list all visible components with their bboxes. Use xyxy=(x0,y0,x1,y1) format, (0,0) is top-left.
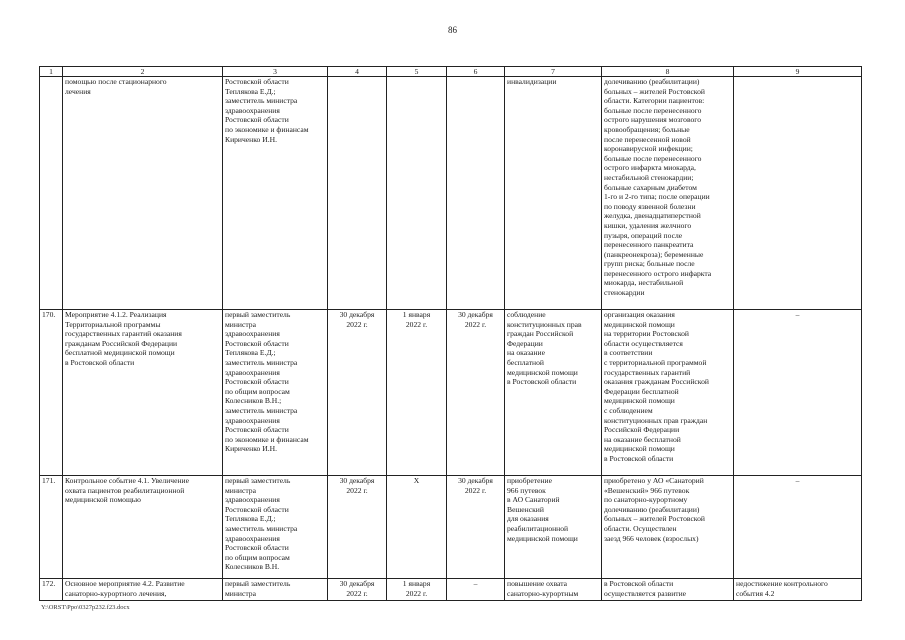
responsible-cell: первый заместитель министра xyxy=(223,579,328,601)
actual-start-cell: 1 января 2022 г. xyxy=(387,579,447,601)
column-number: 2 xyxy=(63,67,223,77)
document-table xyxy=(39,66,862,601)
column-number: 8 xyxy=(602,67,734,77)
table-row xyxy=(40,77,862,310)
actual-end-cell xyxy=(447,77,505,310)
problems-cell xyxy=(734,77,862,310)
planned-date-cell: 30 декабря 2022 г. xyxy=(328,579,387,601)
planned-result-cell: инвалидизации xyxy=(505,77,602,310)
actual-result-cell: долечиванию (реабилитации) больных – жителей Ростовской области. Категории пациентов: больные после перенесенного острого нарушения мозгового кровообращения; больные после перенесенной новой коронавирусной инфекции; больные после перенесенного острого инфаркта миокарда, нестабильной стенокардии; больные сахарным диабетом 1-го и 2-го типа; после операции по поводу язвенной болезни желудка, двенадцатиперстной кишки, удаления желчного пузыря, операций после перенесенного панкреатита (панкреонекроза); беременные групп риска; больные после перенесенного острого инфаркта миокарда, нестабильной стенокардии xyxy=(602,77,734,310)
event-name-cell: помощью после стационарного лечения xyxy=(63,77,223,310)
column-number: 3 xyxy=(223,67,328,77)
responsible-cell: первый заместитель министра здравоохранения Ростовской области Теплякова Е.Д.; заместитель министра здравоохранения Ростовской области по общим вопросам Колесников В.Н. xyxy=(223,476,328,579)
event-name-cell: Контрольное событие 4.1. Увеличение охвата пациентов реабилитационной медицинской помощью xyxy=(63,476,223,579)
column-number: 7 xyxy=(505,67,602,77)
planned-date-cell xyxy=(328,77,387,310)
column-number: 6 xyxy=(447,67,505,77)
responsible-cell: первый заместитель министра здравоохранения Ростовской области Теплякова Е.Д.; заместитель министра здравоохранения Ростовской области по общим вопросам Колесников В.Н.; заместитель министра здравоохранения Ростовской области по экономике и финансам Кириченко И.Н. xyxy=(223,310,328,476)
row-number-cell: 171. xyxy=(40,476,63,579)
column-number: 1 xyxy=(40,67,63,77)
table-row xyxy=(40,310,862,476)
table-row xyxy=(40,476,862,579)
problems-cell: недостижение контрольного события 4.2 xyxy=(734,579,862,601)
actual-start-cell: 1 января 2022 г. xyxy=(387,310,447,476)
planned-date-cell: 30 декабря 2022 г. xyxy=(328,476,387,579)
column-number: 4 xyxy=(328,67,387,77)
actual-result-cell: организация оказания медицинской помощи на территории Ростовской области осуществляется в соответствии с территориальной программой государственных гарантий оказания гражданам Российской Федерации бесплатной медицинской помощи с соблюдением конституционных прав граждан Российской Федерации на оказание бесплатной медицинской помощи в Ростовской области xyxy=(602,310,734,476)
event-name-cell: Мероприятие 4.1.2. Реализация Территориальной программы государственных гарантий оказания гражданам Российской Федерации бесплатной медицинской помощи в Ростовской области xyxy=(63,310,223,476)
planned-result-cell: повышение охвата санаторно-курортным xyxy=(505,579,602,601)
problems-cell: – xyxy=(734,310,862,476)
planned-result-cell: приобретение 966 путевок в АО Санаторий Вешенский для оказания реабилитационной медицинской помощи xyxy=(505,476,602,579)
table-header-row xyxy=(40,67,862,77)
planned-result-cell: соблюдение конституционных прав граждан Российской Федерации на оказание бесплатной медицинской помощи в Ростовской области xyxy=(505,310,602,476)
row-number-cell: 170. xyxy=(40,310,63,476)
file-path-footer: Y:\ORST\Ppo\0327p232.f23.docx xyxy=(41,604,130,611)
actual-start-cell: Х xyxy=(387,476,447,579)
actual-start-cell xyxy=(387,77,447,310)
actual-end-cell: – xyxy=(447,579,505,601)
page-number: 86 xyxy=(448,25,457,35)
column-number: 5 xyxy=(387,67,447,77)
planned-date-cell: 30 декабря 2022 г. xyxy=(328,310,387,476)
row-number-cell: 172. xyxy=(40,579,63,601)
actual-end-cell: 30 декабря 2022 г. xyxy=(447,476,505,579)
column-number: 9 xyxy=(734,67,862,77)
actual-end-cell: 30 декабря 2022 г. xyxy=(447,310,505,476)
actual-result-cell: в Ростовской области осуществляется развитие xyxy=(602,579,734,601)
actual-result-cell: приобретено у АО «Санаторий «Вешенский» 966 путевок по санаторно-курортному долечиванию (реабилитации) больных – жителей Ростовской области. Осуществлен заезд 966 человек (взрослых) xyxy=(602,476,734,579)
problems-cell: – xyxy=(734,476,862,579)
responsible-cell: Ростовской области Теплякова Е.Д.; заместитель министра здравоохранения Ростовской области по экономике и финансам Кириченко И.Н. xyxy=(223,77,328,310)
table-row xyxy=(40,579,862,601)
event-name-cell: Основное мероприятие 4.2. Развитие санаторно-курортного лечения, xyxy=(63,579,223,601)
row-number-cell xyxy=(40,77,63,310)
